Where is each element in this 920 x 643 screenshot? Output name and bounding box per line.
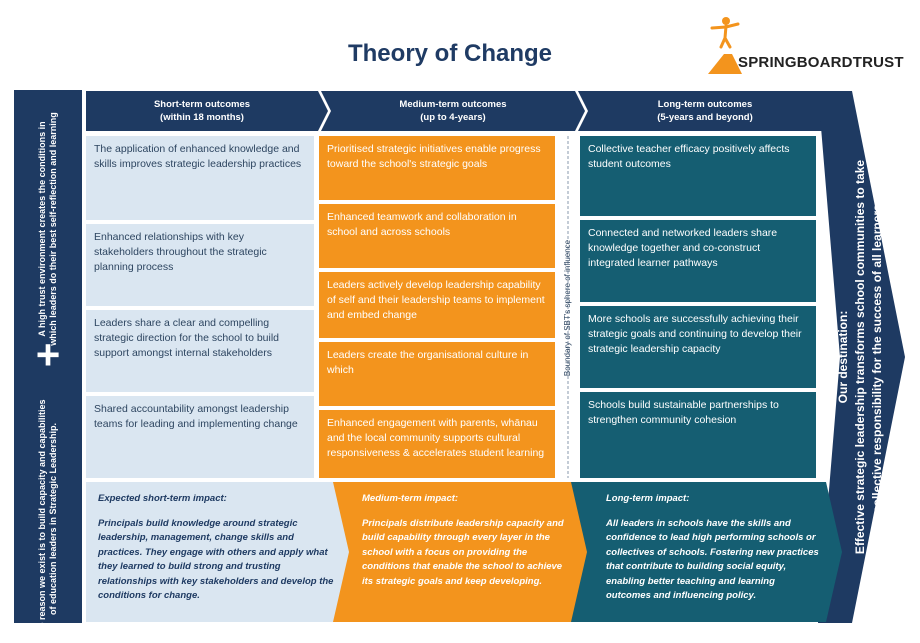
page-title: Theory of Change: [347, 40, 552, 67]
medium-term-outcome: Leaders actively develop leadership capability of self and their leadership teams to implement and embed change: [319, 272, 555, 338]
long-term-outcome: Schools build sustainable partnerships to strengthen community cohesion: [580, 392, 816, 478]
impact-short-term: Expected short-term impact: Principals build knowledge around strategic leadership, management, change skills and practices. They engage with others and apply what they learned to build strong and trusting relationships with key stakeholders and develop the conditions for change.: [98, 493, 334, 601]
left-bottom-statement: The reason we exist is to build capacity and capabilities of education leaders in Strategic Leadership.: [37, 399, 58, 639]
long-term-outcome: Connected and networked leaders share knowledge together and co-construct integrated learner pathways: [580, 220, 816, 302]
medium-term-outcome: Enhanced engagement with parents, whānau and the local community supports cultural responsiveness & accelerates student learning: [319, 410, 555, 478]
impact-long-term: Long-term impact: All leaders in schools have the skills and confidence to lead high performing schools or collectives of schools. Fostering new practices that contribute to building social equity, enabling better teaching and learning outcomes and influencing policy.: [606, 493, 819, 601]
short-term-outcome: Enhanced relationships with key stakeholders throughout the strategic planning process: [86, 224, 314, 306]
short-term-outcome: The application of enhanced knowledge and skills improves strategic leadership practices: [86, 136, 314, 220]
long-term-outcome: More schools are successfully achieving their strategic goals and continuing to develop their strategic leadership capacity: [580, 306, 816, 388]
impact-medium-term: Medium-term impact: Principals distribute leadership capacity and build capability through every layer in the school with a focus on providing the conditions that enable the school to achieve its strategic goals and keep developing.: [362, 493, 564, 587]
plus-icon: +: [35, 331, 61, 378]
long-term-outcome: Collective teacher efficacy positively affects student outcomes: [580, 136, 816, 216]
short-term-outcome: Leaders share a clear and compelling strategic direction for the school to build support amongst internal stakeholders: [86, 310, 314, 392]
destination-statement: Our destination: Effective strategic leadership transforms school communities to take collective responsibility for the success of all learners.: [836, 159, 884, 555]
header-short-term: Short-term outcomes (within 18 months): [153, 99, 251, 123]
short-term-outcome: Shared accountability amongst leadership teams for leading and implementing change: [86, 396, 314, 478]
medium-term-outcome: Prioritised strategic initiatives enable progress toward the school's strategic goals: [319, 136, 555, 200]
boundary-label: Boundary of SBT's sphere of influence: [563, 239, 572, 377]
medium-term-outcome: Leaders create the organisational culture in which: [319, 342, 555, 406]
header-medium-term: Medium-term outcomes (up to 4-years): [399, 99, 507, 123]
medium-term-outcome: Enhanced teamwork and collaboration in school and across schools: [319, 204, 555, 268]
logo-text: SPRINGBOARDTRUST: [738, 54, 904, 71]
header-long-term: Long-term outcomes (5-years and beyond): [657, 99, 753, 123]
left-top-statement: A high trust environment creates the conditions in which leaders do their best self-reflection and learning: [37, 112, 58, 346]
